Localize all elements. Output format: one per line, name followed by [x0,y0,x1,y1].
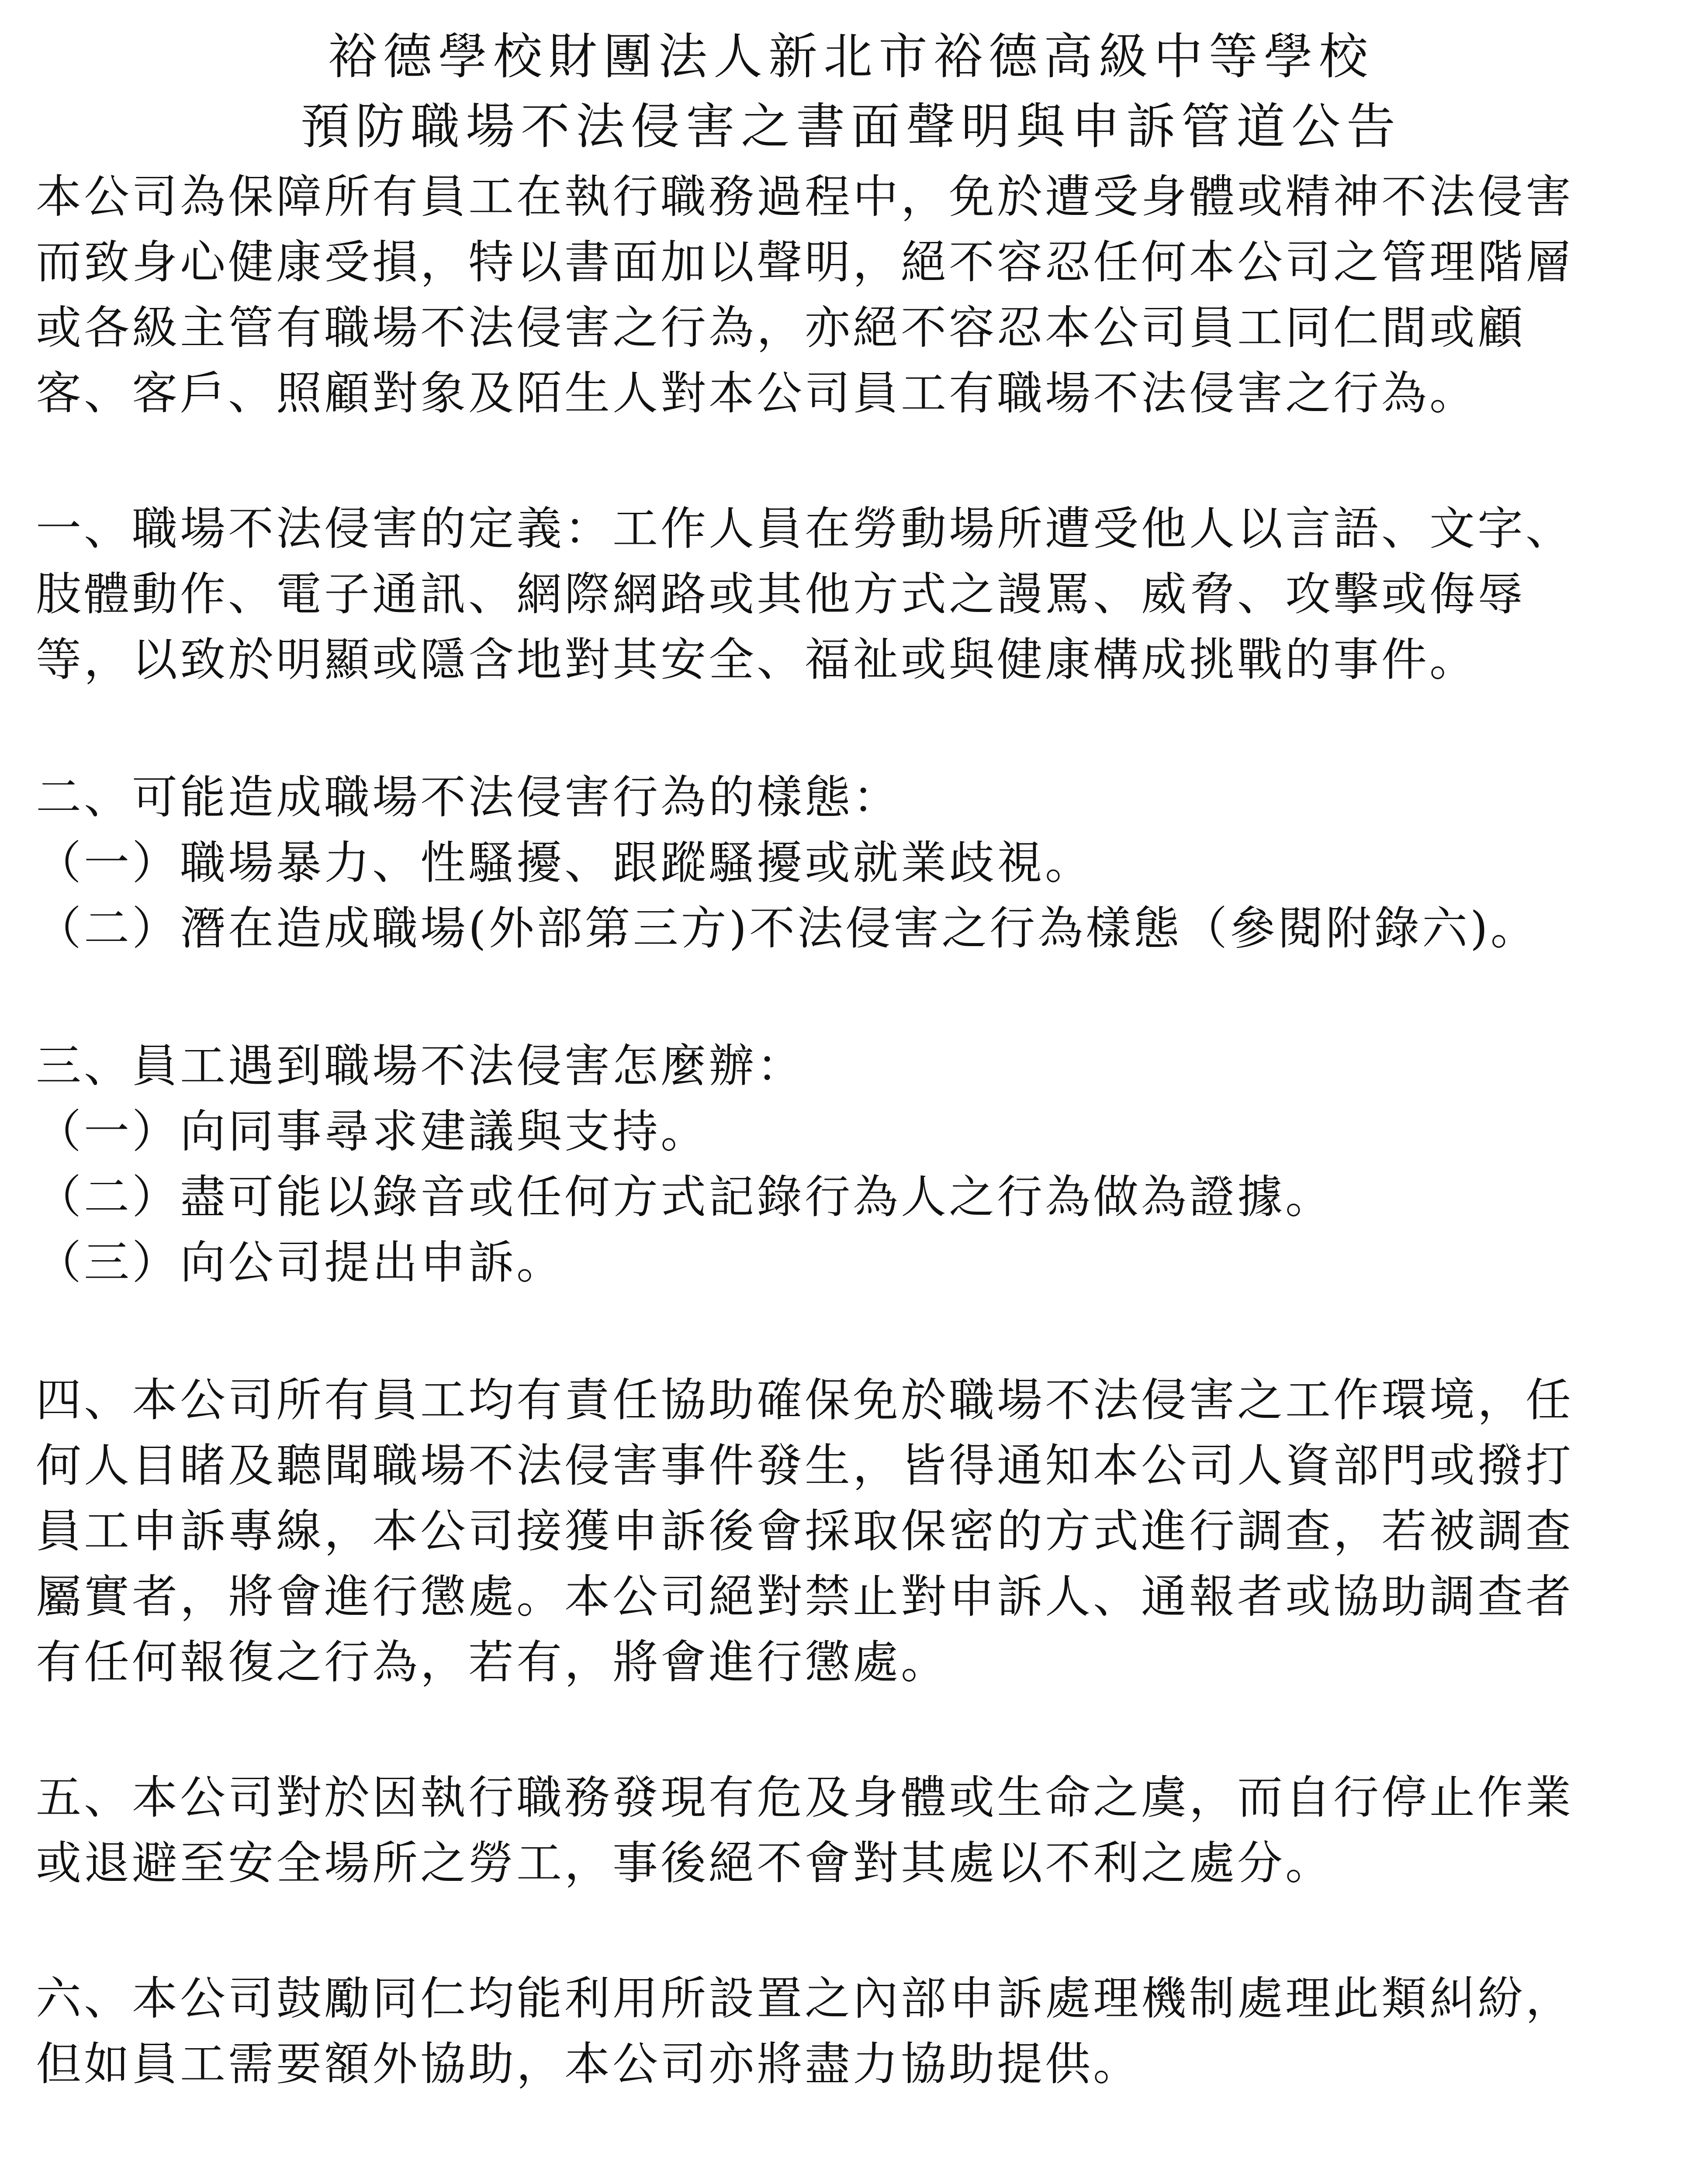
section-6-line-1: 六、本公司鼓勵同仁均能利用所設置之內部申訴處理機制處理此類糾紛， [36,1972,1574,2025]
intro-line-1: 本公司為保障所有員工在執行職務過程中，免於遭受身體或精神不法侵害 [36,170,1574,223]
section-5-line-1: 五、本公司對於因執行職務發現有危及身體或生命之虞，而自行停止作業 [36,1771,1574,1824]
intro-line-4: 客、客戶、照顧對象及陌生人對本公司員工有職場不法侵害之行為。 [36,366,1478,420]
section-2-heading: 二、可能造成職場不法侵害行為的樣態： [36,771,901,824]
section-4-line-3: 員工申訴專線，本公司接獲申訴後會採取保密的方式進行調查，若被調查 [36,1504,1574,1558]
section-3-item-1: （一）向同事尋求建議與支持。 [36,1105,709,1158]
section-1-line-3: 等，以致於明顯或隱含地對其安全、福祉或與健康構成挑戰的事件。 [36,633,1478,686]
document-title-line-1: 裕德學校財團法人新北市裕德高級中等學校 [328,28,1374,85]
section-3-heading: 三、員工遇到職場不法侵害怎麼辦： [36,1039,805,1092]
section-2-item-2: （二）潛在造成職場(外部第三方)不法侵害之行為樣態（參閱附錄六)。 [36,902,1539,955]
section-4-line-1: 四、本公司所有員工均有責任協助確保免於職場不法侵害之工作環境，任 [36,1373,1574,1427]
section-4-line-2: 何人目睹及聽聞職場不法侵害事件發生，皆得通知本公司人資部門或撥打 [36,1439,1574,1492]
section-3-item-2: （二）盡可能以錄音或任何方式記錄行為人之行為做為證據。 [36,1170,1334,1223]
section-4-line-5: 有任何報復之行為，若有，將會進行懲處。 [36,1635,949,1689]
intro-line-3: 或各級主管有職場不法侵害之行為，亦絕不容忍本公司員工同仁間或顧 [36,301,1526,354]
document-title-line-2: 預防職場不法侵害之書面聲明與申訴管道公告 [301,98,1401,155]
section-1-line-2: 肢體動作、電子通訊、網際網路或其他方式之謾罵、威脅、攻擊或侮辱 [36,567,1526,621]
section-4-line-4: 屬實者，將會進行懲處。本公司絕對禁止對申訴人、通報者或協助調查者 [36,1570,1574,1623]
section-1-line-1: 一、職場不法侵害的定義：工作人員在勞動場所遭受他人以言語、文字、 [36,502,1574,555]
section-2-item-1: （一）職場暴力、性騷擾、跟蹤騷擾或就業歧視。 [36,836,1093,889]
section-5-line-2: 或退避至安全場所之勞工，事後絕不會對其處以不利之處分。 [36,1836,1334,1890]
intro-line-2: 而致身心健康受損，特以書面加以聲明，絕不容忍任何本公司之管理階層 [36,235,1574,289]
section-3-item-3: （三）向公司提出申訴。 [36,1236,565,1289]
section-6-line-2: 但如員工需要額外協助，本公司亦將盡力協助提供。 [36,2037,1142,2091]
